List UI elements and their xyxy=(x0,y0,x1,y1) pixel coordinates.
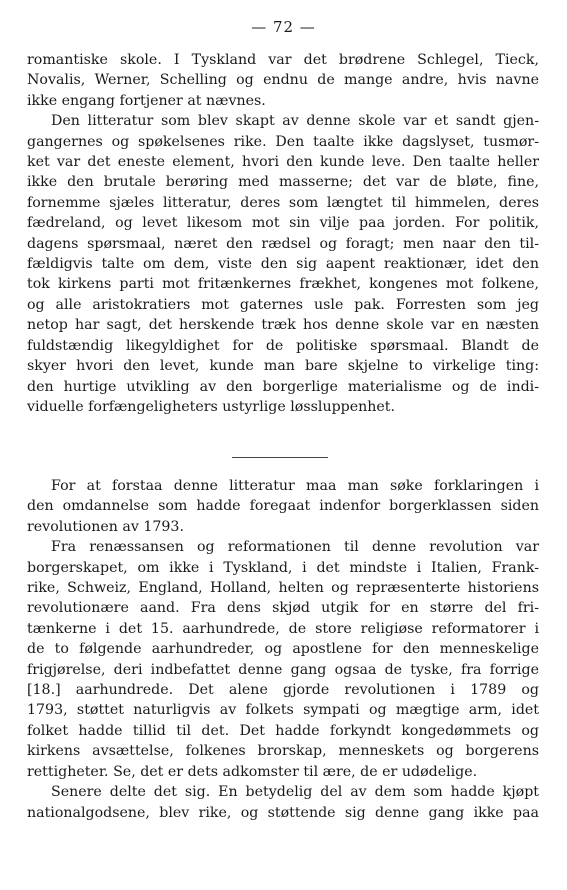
text-line: Novalis, Werner, Schelling og endnu de mange andre, hvis navne xyxy=(27,72,539,89)
text-line: gangernes og spøkelsenes rike. Den taalte ikke dagslyset, tusmør- xyxy=(27,133,539,150)
paragraph xyxy=(27,476,539,537)
text-line: Senere delte det sig. En betydelig del av dem som hadde kjøpt xyxy=(51,784,539,801)
text-line: fornemme sjæles litteratur, deres som længtet til himmelen, deres xyxy=(27,194,539,211)
text-line: de to følgende aarhundreder, og apostlene for den menneskelige xyxy=(27,641,539,658)
text-line: romantiske skole. I Tyskland var det brødrene Schlegel, Tieck, xyxy=(27,52,539,68)
page-number: — 72 — xyxy=(251,18,316,36)
text-line: rettigheter. Se, det er dets adkomster til ære, de er udødelige. xyxy=(27,763,478,780)
paragraph xyxy=(27,537,539,782)
text-line: [18.] aarhundrede. Det alene gjorde revolutionen i 1789 og xyxy=(27,682,539,699)
text-line: dagens spørsmaal, næret den rædsel og foragt; men naar den til- xyxy=(27,235,539,252)
text-line: ikke engang fortjener at nævnes. xyxy=(27,92,266,109)
section-divider xyxy=(232,457,328,458)
text-line: folket hadde tillid til det. Det hadde forkyndt kongedømmets og xyxy=(27,722,539,739)
text-line: Den litteratur som blev skapt av denne skole var et sandt gjen- xyxy=(51,113,539,130)
text-line: rike, Schweiz, England, Holland, helten og repræsenterte historiens xyxy=(27,580,539,597)
text-line: revolutionære aand. Fra dens skjød utgik for en større del fri- xyxy=(27,600,539,617)
text-line: ikke den brutale berøring med masserne; det var de bløte, fine, xyxy=(27,174,539,191)
text-line: For at forstaa denne litteratur maa man søke forklaringen i xyxy=(51,478,539,494)
text-line: den hurtige utvikling av den borgerlige materialisme og de indi- xyxy=(27,378,539,395)
paragraph xyxy=(27,50,539,111)
text-line: fuldstændig likegyldighet for de politiske spørsmaal. Blandt de xyxy=(27,337,539,354)
text-line: frigjørelse, deri indbefattet denne gang ogsaa de tyske, fra forrige xyxy=(27,661,539,678)
text-line: den omdannelse som hadde foregaat indenfor borgerklassen siden xyxy=(27,498,539,515)
text-section-2 xyxy=(27,476,539,823)
text-line: fældigvis talte om dem, viste den sig aapent reaktionær, idet den xyxy=(27,256,539,273)
text-line: tok kirkens parti mot fritænkernes frækhet, kongenes mot folkene, xyxy=(27,276,539,293)
text-line: tænkerne i det 15. aarhundrede, de store religiøse reformatorer i xyxy=(27,620,539,637)
text-line: kirkens avsættelse, folkenes brorskap, menneskets og borgerens xyxy=(27,743,539,760)
text-line: fædreland, og levet likesom mot sin vilje paa jorden. For politik, xyxy=(27,215,539,232)
text-section-1 xyxy=(27,50,539,417)
paragraph xyxy=(27,782,539,823)
text-line: 1793, støttet naturligvis av folkets sympati og mægtige arm, idet xyxy=(27,702,539,719)
text-line: netop har sagt, det herskende træk hos denne skole var en næsten xyxy=(27,317,539,334)
text-line: ket var det eneste element, hvori den kunde leve. Den taalte heller xyxy=(27,154,539,171)
text-line: borgerskapet, om ikke i Tyskland, i det mindste i Italien, Frank- xyxy=(27,559,539,576)
text-line: skyer hvori den levet, kunde man bare skjelne to virkelige ting: xyxy=(27,358,539,375)
text-line: viduelle forfængeligheters ustyrlige løssluppenhet. xyxy=(27,398,396,415)
text-line: nationalgodsene, blev rike, og støttende sig denne gang ikke paa xyxy=(27,804,539,821)
text-line: og alle aristokratiers mot gaternes usle pak. Forresten som jeg xyxy=(27,296,539,313)
text-line: revolutionen av 1793. xyxy=(27,518,184,535)
paragraph xyxy=(27,111,539,417)
text-line: Fra renæssansen og reformationen til denne revolution var xyxy=(51,539,539,556)
